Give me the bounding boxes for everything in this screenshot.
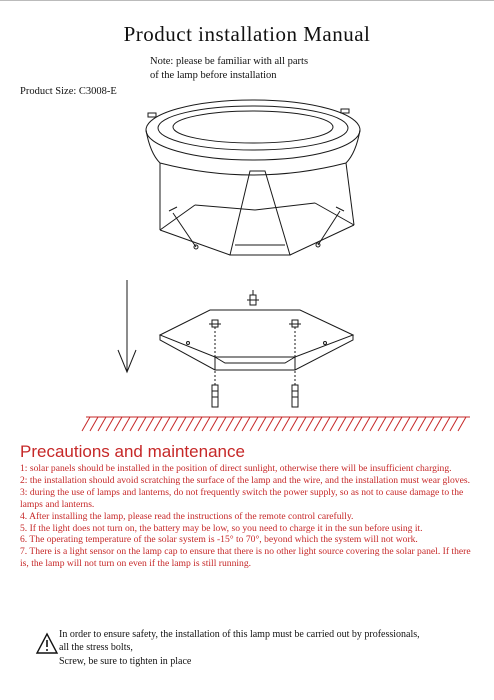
ground-hatch <box>250 417 258 431</box>
ground-hatch <box>418 417 426 431</box>
warning-line-2: all the stress bolts, <box>59 642 133 654</box>
safety-warning <box>20 622 480 680</box>
ground-hatch <box>402 417 410 431</box>
ground-hatch <box>378 417 386 431</box>
note-line-2: of the lamp before installation <box>150 70 277 81</box>
ground-hatch <box>290 417 298 431</box>
anchor-right <box>292 385 298 407</box>
screw-right <box>316 207 344 247</box>
ground-hatch <box>450 417 458 431</box>
ground-hatch <box>114 417 122 431</box>
ground-hatch <box>274 417 282 431</box>
ground-hatch <box>210 417 218 431</box>
precaution-item-1: 1: solar panels should be installed in the position of direct sunlight, otherwise there will be insufficient charging. <box>20 463 452 474</box>
warning-line-3: Screw, be sure to tighten in place <box>59 655 192 667</box>
precaution-item-4: 4. After installing the lamp, please read the instructions of the remote control carefully. <box>20 510 354 522</box>
arrow-down-icon <box>118 280 136 372</box>
note-line-1: Note: please be familiar with all parts <box>150 56 309 67</box>
ground-hatch <box>386 417 394 431</box>
ground-hatch <box>202 417 210 431</box>
ground-hatch <box>138 417 146 431</box>
precautions-list <box>20 463 480 570</box>
note <box>150 55 308 83</box>
ground-hatch <box>170 417 178 431</box>
precaution-item-6: 6. The operating temperature of the solar system is -15° to 70°, beyond which the system will not work. <box>20 534 418 546</box>
ground-hatch <box>434 417 442 431</box>
guide-lines <box>215 327 295 385</box>
ground-hatch <box>218 417 226 431</box>
ground-hatch <box>178 417 186 431</box>
precaution-item-5: 5. If the light does not turn on, the battery may be low, so you need to charge it in the sun before using it. <box>20 522 423 534</box>
top-border <box>0 0 494 1</box>
ground-hatch <box>194 417 202 431</box>
ground-hatch <box>266 417 274 431</box>
ground-hatch <box>354 417 362 431</box>
ground <box>82 417 470 431</box>
ground-hatch <box>322 417 330 431</box>
page-title: Product installation Manual <box>123 22 371 46</box>
ground-hatch <box>442 417 450 431</box>
precaution-item-3: 3: during the use of lamps and lanterns, do not frequently switch the power supply, so as not to cause damage to the lamps and lanterns. <box>20 486 464 510</box>
ground-hatch <box>458 417 466 431</box>
warning-text <box>59 628 484 668</box>
ground-hatch <box>242 417 250 431</box>
precaution-item-2: 2: the installation should avoid scratching the surface of the lamp and the wire, and the installation must wear gloves. <box>20 474 470 486</box>
ground-hatch <box>162 417 170 431</box>
ground-hatch <box>82 417 90 431</box>
ground-hatch <box>370 417 378 431</box>
base-plate <box>160 290 353 370</box>
product-size: Product Size: C3008-E <box>20 86 117 97</box>
ground-hatch <box>410 417 418 431</box>
ground-hatch <box>146 417 154 431</box>
precautions-heading: Precautions and maintenance <box>20 442 245 461</box>
warning-line-1: In order to ensure safety, the installation of this lamp must be carried out by professionals, <box>59 629 420 640</box>
anchor-left <box>212 385 218 407</box>
ground-hatch <box>122 417 130 431</box>
ground-hatch <box>298 417 306 431</box>
ground-hatch <box>394 417 402 431</box>
ground-hatch <box>338 417 346 431</box>
ground-hatch <box>306 417 314 431</box>
ground-hatch <box>90 417 98 431</box>
ground-hatch <box>130 417 138 431</box>
ground-hatch <box>346 417 354 431</box>
ground-hatch <box>226 417 234 431</box>
ground-hatch <box>186 417 194 431</box>
warning-triangle-icon <box>35 632 59 656</box>
ground-hatch <box>330 417 338 431</box>
ground-hatch <box>258 417 266 431</box>
ground-hatch <box>154 417 162 431</box>
ground-hatch <box>106 417 114 431</box>
precaution-item-7: 7. There is a light sensor on the lamp cap to ensure that there is no other light source covering the solar panel. If there is, the lamp will not turn on even if the lamp is still running. <box>20 546 471 570</box>
ground-hatch <box>98 417 106 431</box>
lamp-head <box>146 100 360 175</box>
ground-hatch <box>314 417 322 431</box>
installation-illustration <box>0 95 494 440</box>
ground-hatch <box>282 417 290 431</box>
ground-hatch <box>234 417 242 431</box>
mount-bracket <box>160 163 354 255</box>
ground-hatch <box>362 417 370 431</box>
ground-hatch <box>426 417 434 431</box>
